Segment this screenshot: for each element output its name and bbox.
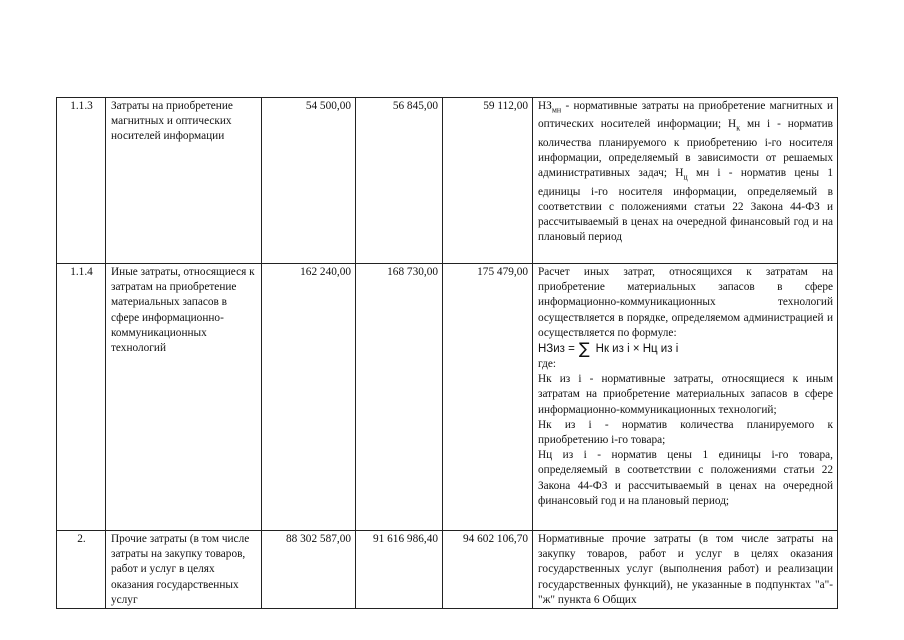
sigma-symbol: ∑ — [578, 339, 590, 359]
value-year-3: 175 479,00 — [443, 264, 533, 531]
value-year-1: 162 240,00 — [262, 264, 356, 531]
formula — [538, 341, 833, 357]
row-name: Прочие затраты (в том числе затраты на закупку товаров, работ и услуг в целях оказания государственных услуг — [106, 531, 262, 609]
description-intro: Расчет иных затрат, относящихся к затратам на приобретение материальных запасов в сфере информационно-коммуникационных технологий осуществляется в порядке, определяемом администрацией и осуществляется по формуле: — [538, 266, 833, 339]
value-year-2: 168 730,00 — [356, 264, 443, 531]
cost-table — [56, 97, 838, 609]
value-year-2: 56 845,00 — [356, 98, 443, 264]
value-year-2: 91 616 986,40 — [356, 531, 443, 609]
row-name: Иные затраты, относящиеся к затратам на приобретение материальных запасов в сфере информационно-коммуникационных технологий — [106, 264, 262, 531]
table-row — [57, 98, 838, 264]
where-label: где: — [538, 358, 556, 371]
row-number: 1.1.3 — [57, 98, 106, 264]
formula-left: НЗиз = — [538, 343, 575, 356]
description-text: Нормативные прочие затраты (в том числе затраты на закупку товаров, работ и услуг в целях оказания государственных услуг (выполнения работ) и реализации государственных функций), не указанные в подпунктах "а"-"ж" пункта 6 Общих — [538, 533, 833, 606]
row-description — [533, 264, 838, 531]
row-description — [533, 531, 838, 609]
table-row — [57, 264, 838, 531]
definition-3: Нц из i - норматив цены 1 единицы i-го товара, определяемый в соответствии с положениями статьи 22 Закона 44-ФЗ и рассчитываемый в ценах на очередной финансовый год и на плановый период; — [538, 449, 833, 507]
definition-1: Нк из i - нормативные затраты, относящиеся к иным затратам на приобретение материальных запасов в сфере информационно-коммуникационных технологий; — [538, 373, 833, 416]
table-row — [57, 531, 838, 609]
description-text: $НЗ_{мн}$ - нормативные затраты на приобретение магнитных и оптических носителей информации; $Н_к$ мн i - норматив количества планируемого к приобретению i-го носителя информации, определяемый в зависимости от решаемых административных задач; $Н_ц$ мн i - норматив цены 1 единицы i-го носителя информации, определяемый в соответствии с положениями статьи 22 Закона 44-ФЗ и рассчитываемый в ценах на очередной финансовый год и на плановый период — [538, 100, 833, 244]
row-number: 2. — [57, 531, 106, 609]
formula-right: Нк из i × Нц из i — [595, 343, 679, 356]
row-name: Затраты на приобретение магнитных и оптических носителей информации — [106, 98, 262, 264]
row-description — [533, 98, 838, 264]
value-year-3: 94 602 106,70 — [443, 531, 533, 609]
value-year-1: 54 500,00 — [262, 98, 356, 264]
row-number: 1.1.4 — [57, 264, 106, 531]
definition-2: Нк из i - норматив количества планируемого к приобретению i-го товара; — [538, 418, 833, 447]
value-year-1: 88 302 587,00 — [262, 531, 356, 609]
value-year-3: 59 112,00 — [443, 98, 533, 264]
